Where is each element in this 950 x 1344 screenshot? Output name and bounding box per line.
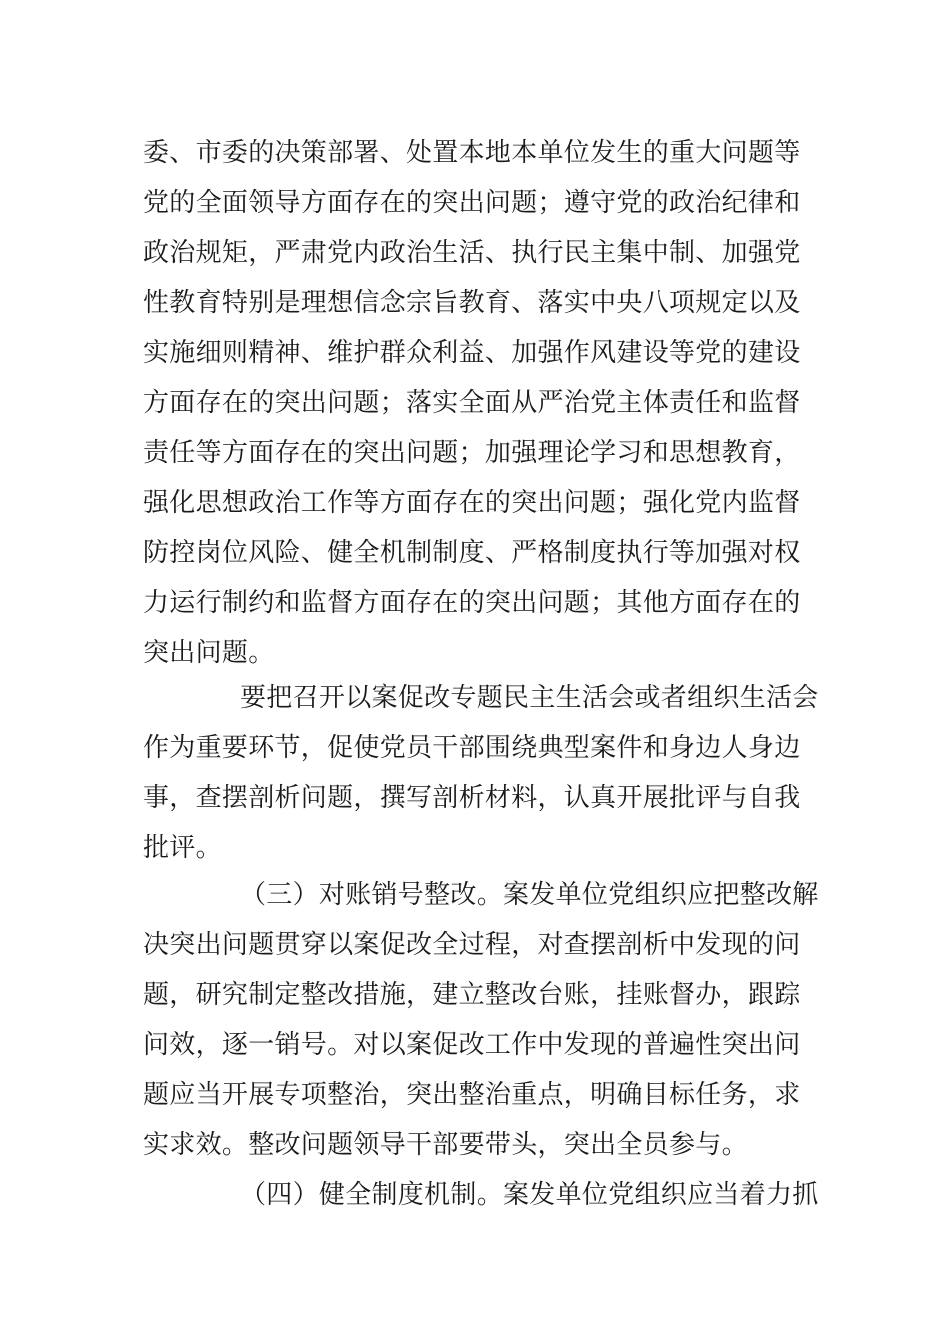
text-line: 方面存在的突出问题；落实全面从严治党主体责任和监督: [143, 388, 801, 418]
text-line: 作为重要环节，促使党员干部围绕典型案件和身边人身边: [143, 733, 801, 763]
paragraph-first-line: 要把召开以案促改专题民主生活会或者组织生活会: [240, 683, 819, 713]
text-line: 力运行制约和监督方面存在的突出问题；其他方面存在的: [143, 588, 801, 618]
text-line: 事，查摆剖析问题，撰写剖析材料，认真开展批评与自我: [143, 783, 801, 813]
text-line: 问效，逐一销号。对以案促改工作中发现的普遍性突出问: [143, 1030, 801, 1060]
section-heading-line: （四）健全制度机制。案发单位党组织应当着力抓: [240, 1180, 819, 1210]
text-line: 责任等方面存在的突出问题；加强理论学习和思想教育，: [143, 438, 801, 468]
section-heading-line: （三）对账销号整改。案发单位党组织应把整改解: [240, 880, 819, 910]
text-line: 实施细则精神、维护群众利益、加强作风建设等党的建设: [143, 338, 801, 368]
text-line: 强化思想政治工作等方面存在的突出问题；强化党内监督: [143, 488, 801, 518]
text-line: 委、市委的决策部署、处置本地本单位发生的重大问题等: [143, 138, 801, 168]
text-line: 性教育特别是理想信念宗旨教育、落实中央八项规定以及: [143, 288, 801, 318]
text-line: 党的全面领导方面存在的突出问题；遵守党的政治纪律和: [143, 188, 801, 218]
text-line: 题，研究制定整改措施，建立整改台账，挂账督办，跟踪: [143, 980, 801, 1010]
text-line: 突出问题。: [143, 638, 275, 668]
text-line: 决突出问题贯穿以案促改全过程，对查摆剖析中发现的问: [143, 930, 801, 960]
text-line: 批评。: [143, 833, 222, 863]
text-line: 题应当开展专项整治，突出整治重点，明确目标任务，求: [143, 1080, 801, 1110]
text-line: 防控岗位风险、健全机制制度、严格制度执行等加强对权: [143, 538, 801, 568]
text-line: 实求效。整改问题领导干部要带头，突出全员参与。: [143, 1130, 748, 1160]
text-line: 政治规矩，严肃党内政治生活、执行民主集中制、加强党: [143, 238, 801, 268]
